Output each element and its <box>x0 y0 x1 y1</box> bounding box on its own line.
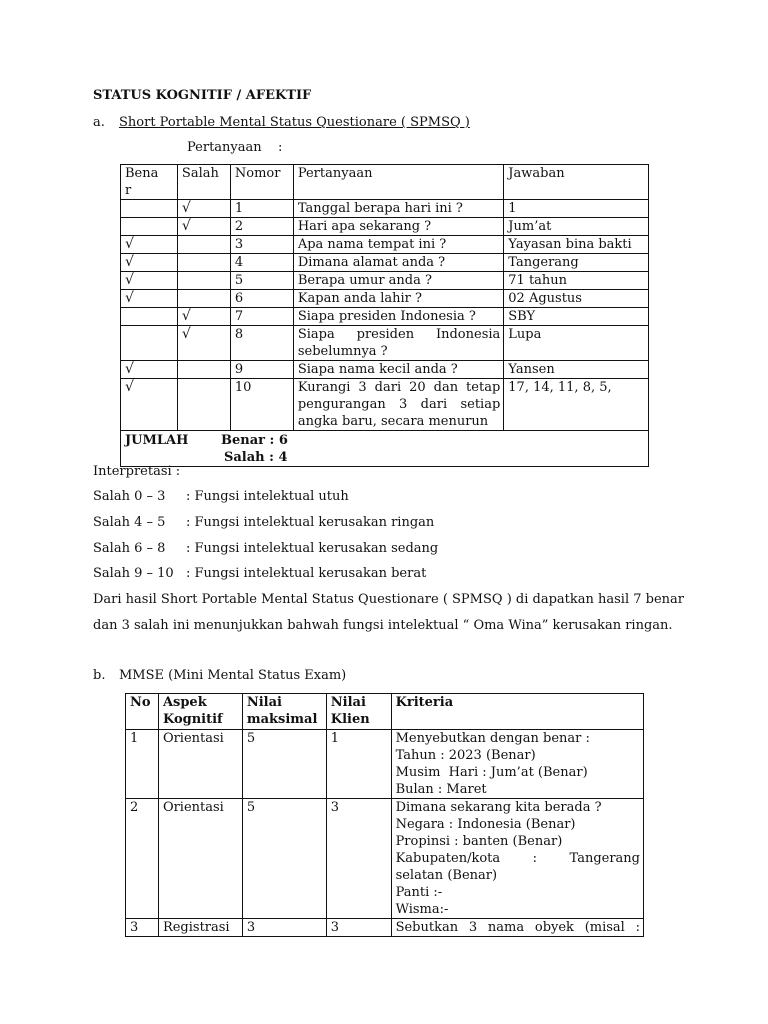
pertanyaan-cell: Berapa umur anda ? <box>293 272 503 290</box>
benar-cell: √ <box>121 236 178 254</box>
mmse-table <box>125 693 644 937</box>
benar-cell: √ <box>121 361 178 379</box>
nilai-klien-cell: 1 <box>326 730 391 799</box>
table-row <box>121 218 649 236</box>
header-benar: Bena r <box>121 165 178 200</box>
jawaban-cell: Yayasan bina bakti <box>504 236 649 254</box>
nomor-cell: 4 <box>230 254 293 272</box>
nomor-cell: 10 <box>230 379 293 431</box>
header-nilai-maksimal: Nilai maksimal <box>242 694 326 730</box>
pertanyaan-label: Pertanyaan <box>187 140 262 155</box>
jawaban-cell: Lupa <box>504 326 649 361</box>
table-header-row <box>126 694 644 730</box>
pertanyaan-cell: Siapa nama kecil anda ? <box>293 361 503 379</box>
salah-cell: √ <box>177 308 230 326</box>
kriteria-line: Sebutkan 3 nama obyek (misal : <box>395 920 640 935</box>
interpretasi-range: Salah 0 – 3 <box>93 489 166 504</box>
nomor-cell: 2 <box>230 218 293 236</box>
aspek-cell: Orientasi <box>158 730 242 799</box>
benar-cell <box>121 326 178 361</box>
nilai-maks-cell: 5 <box>242 730 326 799</box>
salah-cell: √ <box>177 200 230 218</box>
section-b-title: MMSE (Mini Mental Status Exam) <box>119 668 347 683</box>
conclusion-line: Dari hasil Short Portable Mental Status Questionare ( SPMSQ ) di dapatkan hasil 7 benar <box>93 592 685 607</box>
spmsq-table <box>120 164 649 467</box>
kriteria-line: Kabupaten/kota : Tangerang <box>395 851 640 866</box>
pertanyaan-cell: Tanggal berapa hari ini ? <box>293 200 503 218</box>
kriteria-line: Propinsi : banten (Benar) <box>395 834 563 849</box>
pertanyaan-cell: Siapa presiden Indonesia ? <box>293 308 503 326</box>
interpretasi-range: Salah 4 – 5 <box>93 515 166 530</box>
benar-cell: √ <box>121 379 178 431</box>
salah-cell <box>177 272 230 290</box>
header-jawaban: Jawaban <box>504 165 649 200</box>
header-nilai-klien: Nilai Klien <box>326 694 391 730</box>
nilai-klien-cell: 3 <box>326 799 391 919</box>
table-row <box>126 730 644 799</box>
section-a-title: Short Portable Mental Status Questionare ( SPMSQ ) <box>119 115 470 130</box>
interpretasi-desc: : Fungsi intelektual kerusakan berat <box>186 566 427 581</box>
header-kriteria: Kriteria <box>391 694 643 730</box>
table-row <box>121 272 649 290</box>
no-cell: 2 <box>126 799 159 919</box>
jawaban-cell: Tangerang <box>504 254 649 272</box>
jawaban-cell: SBY <box>504 308 649 326</box>
jawaban-cell: 71 tahun <box>504 272 649 290</box>
nomor-cell: 9 <box>230 361 293 379</box>
pertanyaan-cell: Dimana alamat anda ? <box>293 254 503 272</box>
interpretasi-range: Salah 9 – 10 <box>93 566 174 581</box>
table-row <box>121 290 649 308</box>
nilai-maks-cell: 3 <box>242 919 326 937</box>
nomor-cell: 1 <box>230 200 293 218</box>
jumlah-label: JUMLAH <box>125 433 189 448</box>
table-row <box>121 200 649 218</box>
table-row <box>121 326 649 361</box>
salah-total: Salah : 4 <box>224 450 288 465</box>
table-row <box>126 799 644 919</box>
pertanyaan-cell <box>293 379 503 431</box>
kriteria-line: Negara : Indonesia (Benar) <box>395 817 576 832</box>
table-row <box>126 919 644 937</box>
kriteria-line: selatan (Benar) <box>395 868 498 883</box>
benar-cell: √ <box>121 254 178 272</box>
pertanyaan-line: sebelumnya ? <box>297 344 388 359</box>
header-no: No <box>126 694 159 730</box>
kriteria-line: Dimana sekarang kita berada ? <box>395 800 602 815</box>
table-row <box>121 308 649 326</box>
salah-cell: √ <box>177 218 230 236</box>
pertanyaan-cell: Apa nama tempat ini ? <box>293 236 503 254</box>
jawaban-cell: Jum’at <box>504 218 649 236</box>
jawaban-cell: 02 Agustus <box>504 290 649 308</box>
pertanyaan-cell: Hari apa sekarang ? <box>293 218 503 236</box>
interpretasi-range: Salah 6 – 8 <box>93 541 166 556</box>
nilai-maks-cell: 5 <box>242 799 326 919</box>
jumlah-cell <box>121 431 649 467</box>
kriteria-line: Wisma:- <box>395 902 449 917</box>
nilai-klien-cell: 3 <box>326 919 391 937</box>
header-pertanyaan: Pertanyaan <box>293 165 503 200</box>
aspek-cell: Registrasi <box>158 919 242 937</box>
kriteria-line: Tahun : 2023 (Benar) <box>395 748 536 763</box>
no-cell: 3 <box>126 919 159 937</box>
salah-cell <box>177 379 230 431</box>
kriteria-line: Musim Hari : Jum’at (Benar) <box>395 765 588 780</box>
table-row <box>121 361 649 379</box>
interpretasi-desc: : Fungsi intelektual utuh <box>186 489 349 504</box>
section-b-marker: b. <box>93 668 106 683</box>
page-heading: STATUS KOGNITIF / AFEKTIF <box>93 88 312 103</box>
nomor-cell: 5 <box>230 272 293 290</box>
benar-cell <box>121 308 178 326</box>
pertanyaan-cell <box>293 326 503 361</box>
jawaban-cell: Yansen <box>504 361 649 379</box>
jumlah-row <box>121 431 649 467</box>
jawaban-cell: 1 <box>504 200 649 218</box>
pertanyaan-line: pengurangan 3 dari setiap <box>297 397 501 412</box>
interpretasi-label: Interpretasi : <box>93 464 181 479</box>
table-row <box>121 254 649 272</box>
aspek-cell: Orientasi <box>158 799 242 919</box>
pertanyaan-colon: : <box>278 140 283 155</box>
salah-cell <box>177 361 230 379</box>
header-aspek-kognitif: Aspek Kognitif <box>158 694 242 730</box>
kriteria-line: Panti :- <box>395 885 443 900</box>
table-header-row <box>121 165 649 200</box>
table-row <box>121 379 649 431</box>
kriteria-cell <box>391 799 643 919</box>
kriteria-line: Bulan : Maret <box>395 782 487 797</box>
benar-cell <box>121 200 178 218</box>
nomor-cell: 6 <box>230 290 293 308</box>
interpretasi-desc: : Fungsi intelektual kerusakan ringan <box>186 515 435 530</box>
pertanyaan-line: Siapa presiden Indonesia <box>297 327 501 342</box>
nomor-cell: 7 <box>230 308 293 326</box>
header-nomor: Nomor <box>230 165 293 200</box>
jawaban-cell: 17, 14, 11, 8, 5, <box>504 379 649 431</box>
kriteria-cell <box>391 730 643 799</box>
nomor-cell: 8 <box>230 326 293 361</box>
salah-cell <box>177 254 230 272</box>
benar-cell: √ <box>121 272 178 290</box>
conclusion-line: dan 3 salah ini menunjukkan bahwah fungsi intelektual “ Oma Wina” kerusakan ringan. <box>93 618 673 633</box>
table-row <box>121 236 649 254</box>
benar-cell: √ <box>121 290 178 308</box>
benar-total: Benar : 6 <box>221 433 288 448</box>
pertanyaan-cell: Kapan anda lahir ? <box>293 290 503 308</box>
kriteria-cell <box>391 919 643 937</box>
salah-cell: √ <box>177 326 230 361</box>
no-cell: 1 <box>126 730 159 799</box>
nomor-cell: 3 <box>230 236 293 254</box>
benar-cell <box>121 218 178 236</box>
salah-cell <box>177 236 230 254</box>
salah-cell <box>177 290 230 308</box>
pertanyaan-line: Kurangi 3 dari 20 dan tetap <box>297 380 501 395</box>
section-a-marker: a. <box>93 115 105 130</box>
pertanyaan-line: angka baru, secara menurun <box>297 414 489 429</box>
interpretasi-desc: : Fungsi intelektual kerusakan sedang <box>186 541 439 556</box>
header-salah: Salah <box>177 165 230 200</box>
kriteria-line: Menyebutkan dengan benar : <box>395 731 590 746</box>
